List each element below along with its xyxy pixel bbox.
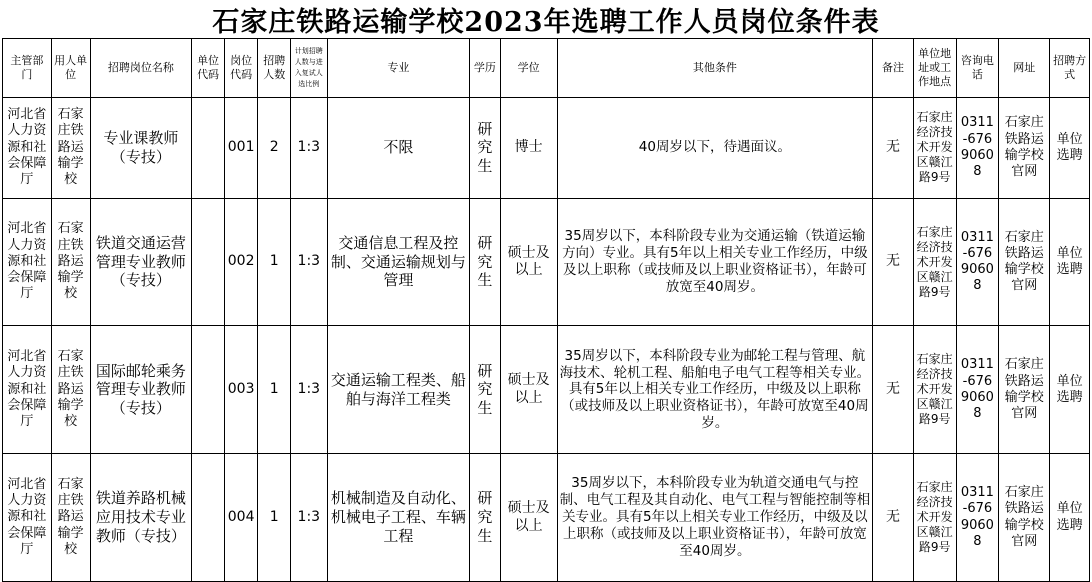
table-row	[3, 198, 1090, 326]
cell-ratio: 1:3	[290, 454, 327, 582]
cell-ratio: 1:3	[290, 326, 327, 454]
header-row	[3, 39, 1090, 98]
col-header-count: 招聘人数	[258, 39, 291, 98]
cell-method: 单位选聘	[1050, 198, 1090, 326]
cell-unit-code	[192, 98, 225, 199]
cell-ratio: 1:3	[290, 198, 327, 326]
cell-post-name: 国际邮轮乘务管理专业教师（专技）	[90, 326, 192, 454]
col-header-post-name: 招聘岗位名称	[90, 39, 192, 98]
cell-post-code: 004	[224, 454, 258, 582]
cell-unit: 石家庄铁路运输学校	[51, 198, 90, 326]
cell-count: 1	[258, 454, 291, 582]
col-header-phone: 咨询电话	[956, 39, 999, 98]
cell-address: 石家庄经济技术开发区赣江路9号	[913, 98, 956, 199]
col-header-post-code: 岗位代码	[224, 39, 258, 98]
cell-other: 35周岁以下，本科阶段专业为轨道交通电气与控制、电气工程及其自动化、电气工程与智能控制等相关专业。具有5年以上相关专业工作经历，中级及以上职称（或技师及以上职业资格证书），年龄可放宽至40周岁。	[557, 454, 873, 582]
col-header-remark: 备注	[873, 39, 914, 98]
cell-address: 石家庄经济技术开发区赣江路9号	[913, 198, 956, 326]
cell-post-code: 001	[224, 98, 258, 199]
cell-major: 不限	[327, 98, 469, 199]
cell-post-name: 专业课教师（专技）	[90, 98, 192, 199]
cell-unit-code	[192, 326, 225, 454]
col-header-dept: 主管部门	[3, 39, 52, 98]
table-row	[3, 98, 1090, 199]
cell-post-code: 003	[224, 326, 258, 454]
cell-website: 石家庄铁路运输学校官网	[999, 98, 1050, 199]
cell-education: 研究生	[470, 98, 501, 199]
cell-unit-code	[192, 454, 225, 582]
col-header-degree: 学位	[500, 39, 557, 98]
cell-unit: 石家庄铁路运输学校	[51, 326, 90, 454]
cell-phone: 0311-67690608	[956, 454, 999, 582]
cell-website: 石家庄铁路运输学校官网	[999, 454, 1050, 582]
cell-dept: 河北省人力资源和社会保障厅	[3, 454, 52, 582]
cell-count: 2	[258, 98, 291, 199]
cell-education: 研究生	[470, 454, 501, 582]
cell-post-code: 002	[224, 198, 258, 326]
table-row	[3, 326, 1090, 454]
cell-count: 1	[258, 198, 291, 326]
col-header-address: 单位地址或工作地点	[913, 39, 956, 98]
col-header-ratio: 计划招聘人数与进入复试人选比例	[290, 39, 327, 98]
cell-other: 40周岁以下，待遇面议。	[557, 98, 873, 199]
cell-other: 35周岁以下，本科阶段专业为交通运输（铁道运输方向）专业。具有5年以上相关专业工作经历，中级及以上职称（或技师及以上职业资格证书），年龄可放宽至40周岁。	[557, 198, 873, 326]
cell-remark: 无	[873, 98, 914, 199]
cell-dept: 河北省人力资源和社会保障厅	[3, 326, 52, 454]
cell-unit-code	[192, 198, 225, 326]
cell-major: 交通信息工程及控制、交通运输规划与管理	[327, 198, 469, 326]
cell-unit: 石家庄铁路运输学校	[51, 98, 90, 199]
cell-method: 单位选聘	[1050, 98, 1090, 199]
cell-remark: 无	[873, 198, 914, 326]
col-header-method: 招聘方式	[1050, 39, 1090, 98]
col-header-other: 其他条件	[557, 39, 873, 98]
col-header-education: 学历	[470, 39, 501, 98]
cell-major: 交通运输工程类、船舶与海洋工程类	[327, 326, 469, 454]
cell-degree: 硕士及以上	[500, 326, 557, 454]
cell-unit: 石家庄铁路运输学校	[51, 454, 90, 582]
page-title: 石家庄铁路运输学校2023年选聘工作人员岗位条件表	[212, 6, 880, 38]
cell-degree: 硕士及以上	[500, 454, 557, 582]
cell-count: 1	[258, 326, 291, 454]
col-header-unit-code: 单位代码	[192, 39, 225, 98]
cell-education: 研究生	[470, 198, 501, 326]
cell-other: 35周岁以下，本科阶段专业为邮轮工程与管理、航海技术、轮机工程、船舶电子电气工程等相关专业。具有5年以上相关专业工作经历，中级及以上职称（或技师及以上职业资格证书），年龄可放宽至40周岁。	[557, 326, 873, 454]
cell-remark: 无	[873, 454, 914, 582]
cell-method: 单位选聘	[1050, 326, 1090, 454]
cell-ratio: 1:3	[290, 98, 327, 199]
cell-phone: 0311-67690608	[956, 98, 999, 199]
position-table	[2, 38, 1090, 582]
cell-phone: 0311-67690608	[956, 198, 999, 326]
cell-major: 机械制造及自动化、机械电子工程、车辆工程	[327, 454, 469, 582]
cell-dept: 河北省人力资源和社会保障厅	[3, 98, 52, 199]
col-header-website: 网址	[999, 39, 1050, 98]
cell-website: 石家庄铁路运输学校官网	[999, 326, 1050, 454]
cell-post-name: 铁道养路机械应用技术专业教师（专技）	[90, 454, 192, 582]
cell-address: 石家庄经济技术开发区赣江路9号	[913, 454, 956, 582]
cell-dept: 河北省人力资源和社会保障厅	[3, 198, 52, 326]
cell-degree: 博士	[500, 98, 557, 199]
cell-phone: 0311-67690608	[956, 326, 999, 454]
cell-education: 研究生	[470, 326, 501, 454]
cell-post-name: 铁道交通运营管理专业教师（专技）	[90, 198, 192, 326]
table-row	[3, 454, 1090, 582]
cell-website: 石家庄铁路运输学校官网	[999, 198, 1050, 326]
cell-remark: 无	[873, 326, 914, 454]
cell-method: 单位选聘	[1050, 454, 1090, 582]
cell-degree: 硕士及以上	[500, 198, 557, 326]
cell-address: 石家庄经济技术开发区赣江路9号	[913, 326, 956, 454]
col-header-unit: 用人单位	[51, 39, 90, 98]
col-header-major: 专业	[327, 39, 469, 98]
